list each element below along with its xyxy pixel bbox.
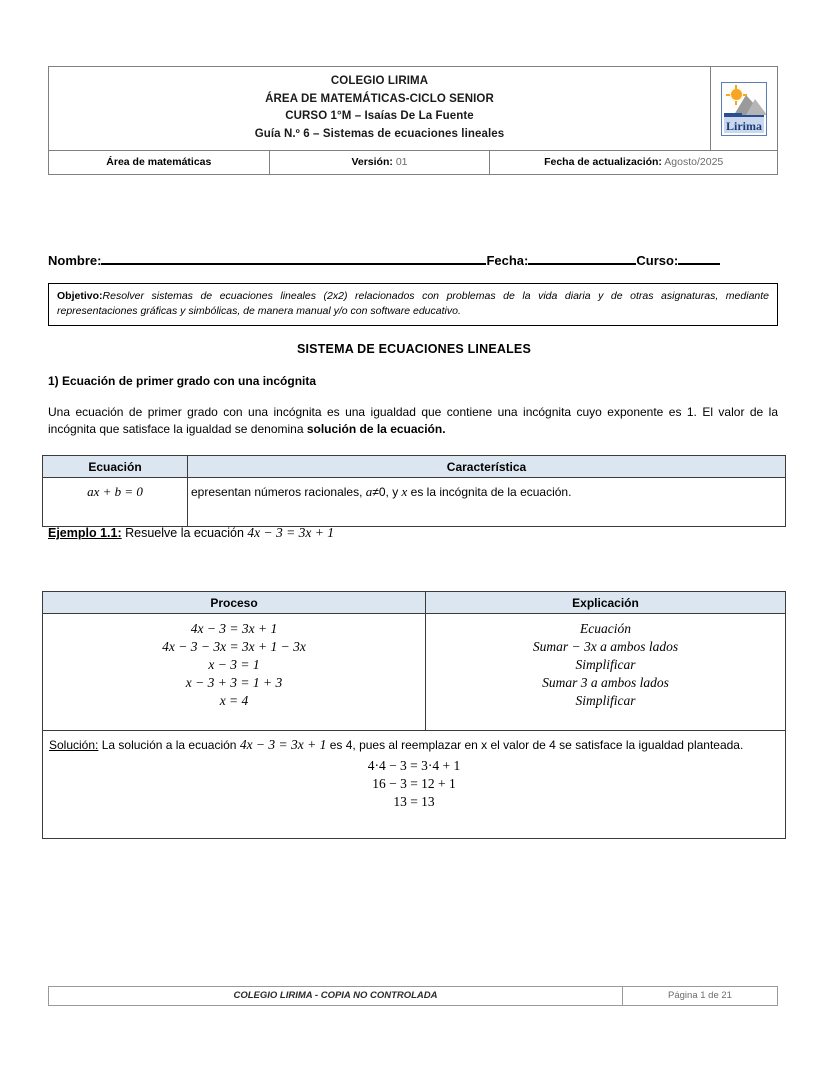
header-fecha-label: Fecha de actualización: [544,156,662,168]
solucion-verification [49,757,779,811]
logo-sun-ray-bottom [735,101,737,105]
logo-mountain-secondary-icon [746,99,767,115]
lirima-logo [721,82,767,136]
ecuacion-table-header-caracteristica: Característica [188,456,786,478]
solucion-text [49,736,779,754]
ecuacion-table [42,455,786,527]
desc-var-a: a [365,484,373,499]
section-1-paragraph [48,404,778,438]
verification-line: 4·4 − 3 = 3·4 + 1 [367,758,461,773]
solucion-inline-equation: 4x − 3 = 3x + 1 [239,737,327,752]
ecuacion-table-header-ecuacion: Ecuación [43,456,188,478]
explicacion-line: Sumar 3 a ambos lados [542,675,669,690]
footer-row [49,987,778,1006]
ecuacion-table-cell-description [188,478,786,527]
document-footer [48,986,778,1006]
objetivo-box [48,283,778,326]
solucion-cell [43,731,786,839]
ecuacion-table-cell-equation: ax + b = 0 [43,478,188,527]
proceso-cell [43,614,426,731]
header-meta-row [49,151,778,175]
ecuacion-table-row [43,478,786,527]
ejemplo-1-1-line [48,525,334,541]
header-title-row [49,67,778,151]
header-version-value: 01 [395,156,408,168]
curso-label: Curso: [636,253,679,268]
proceso-table [42,591,786,839]
header-title-cell [49,67,711,151]
logo-sun-icon [731,89,742,100]
header-fecha-cell [490,151,778,175]
nombre-label: Nombre: [48,253,102,268]
explicacion-line: Ecuación [580,621,631,636]
fecha-label: Fecha: [486,253,529,268]
section-1-title: 1) Ecuación de primer grado con una incógnita [48,374,317,388]
ejemplo-text: Resuelve la ecuación [121,526,248,540]
header-title-line-4: Guía N.º 6 – Sistemas de ecuaciones lineales [254,127,505,140]
footer-page-number: Página 1 de 21 [623,987,778,1006]
ejemplo-label: Ejemplo 1.1: [48,526,122,540]
proceso-table-header-proceso: Proceso [43,592,426,614]
objetivo-label: Objetivo: [57,290,103,302]
section-1-paragraph-text: Una ecuación de primer grado con una incógnita es una igualdad que contiene una incógnita cuyo exponente es 1. El valor de la incógnita que satisface la igualdad se denomina [48,405,778,436]
ecuacion-table-header-row [43,456,786,478]
logo-sun-ray-right [743,94,747,96]
explicacion-line: Sumar − 3x a ambos lados [532,639,679,654]
explicacion-line: Simplificar [575,657,636,672]
header-title-line-1: COLEGIO LIRIMA [330,75,429,87]
solucion-label: Solución: [49,738,99,752]
fecha-input-blank[interactable] [528,250,636,265]
student-info-line [48,250,778,268]
explicacion-line: Simplificar [575,693,636,708]
proceso-table-header-explicacion: Explicación [426,592,786,614]
solucion-text-post: es 4, pues al reemplazar en x el valor de 4 se satisface la igualdad planteada. [326,738,744,752]
header-area-cell [49,151,270,175]
proceso-line: 4x − 3 − 3x = 3x + 1 − 3x [162,639,306,654]
proceso-line: x − 3 = 1 [208,657,260,672]
solucion-row [43,731,786,839]
logo-sun-ray-top [735,85,737,89]
logo-sun-ray-left [726,94,730,96]
objetivo-text: Resolver sistemas de ecuaciones lineales (2x2) relacionados con problemas de la vida diaria y de otras asignaturas, mediante representaciones gráficas y simbólicas, de manera manual y/o con software educativo. [57,290,769,317]
nombre-input-blank[interactable] [101,250,486,265]
ejemplo-equation: 4x − 3 = 3x + 1 [247,525,334,540]
proceso-line: 4x − 3 = 3x + 1 [190,621,278,636]
proceso-line: x − 3 + 3 = 1 + 3 [185,675,283,690]
document-header-table [48,66,778,175]
header-logo-cell [711,67,778,151]
solucion-text-pre: La solución a la ecuación [98,738,240,752]
header-version-cell [269,151,490,175]
curso-input-blank[interactable] [678,250,720,265]
explicacion-cell [426,614,786,731]
proceso-table-header-row [43,592,786,614]
desc-var-x: x [401,484,408,499]
verification-line: 16 − 3 = 12 + 1 [372,776,456,791]
header-version-label: Versión: [351,156,393,168]
footer-left-text: COLEGIO LIRIMA - COPIA NO CONTROLADA [49,987,623,1006]
desc-post: es la incógnita de la ecuación. [407,485,572,499]
page-title: SISTEMA DE ECUACIONES LINEALES [296,342,532,356]
section-1-paragraph-emphasis: solución de la ecuación. [306,422,446,436]
desc-pre: epresentan números racionales, [191,485,366,499]
desc-mid: ≠0, y [372,485,402,499]
logo-wordmark: Lirima [726,118,762,133]
proceso-table-body-row [43,614,786,731]
header-title-line-3: CURSO 1°M – Isaías De La Fuente [285,110,474,122]
header-fecha-value: Agosto/2025 [664,156,724,168]
header-area-label: Área de matemáticas [106,156,212,168]
proceso-line: x = 4 [219,693,249,708]
verification-line: 13 = 13 [393,794,435,809]
header-title-line-2: ÁREA DE MATEMÁTICAS-CICLO SENIOR [265,92,494,105]
